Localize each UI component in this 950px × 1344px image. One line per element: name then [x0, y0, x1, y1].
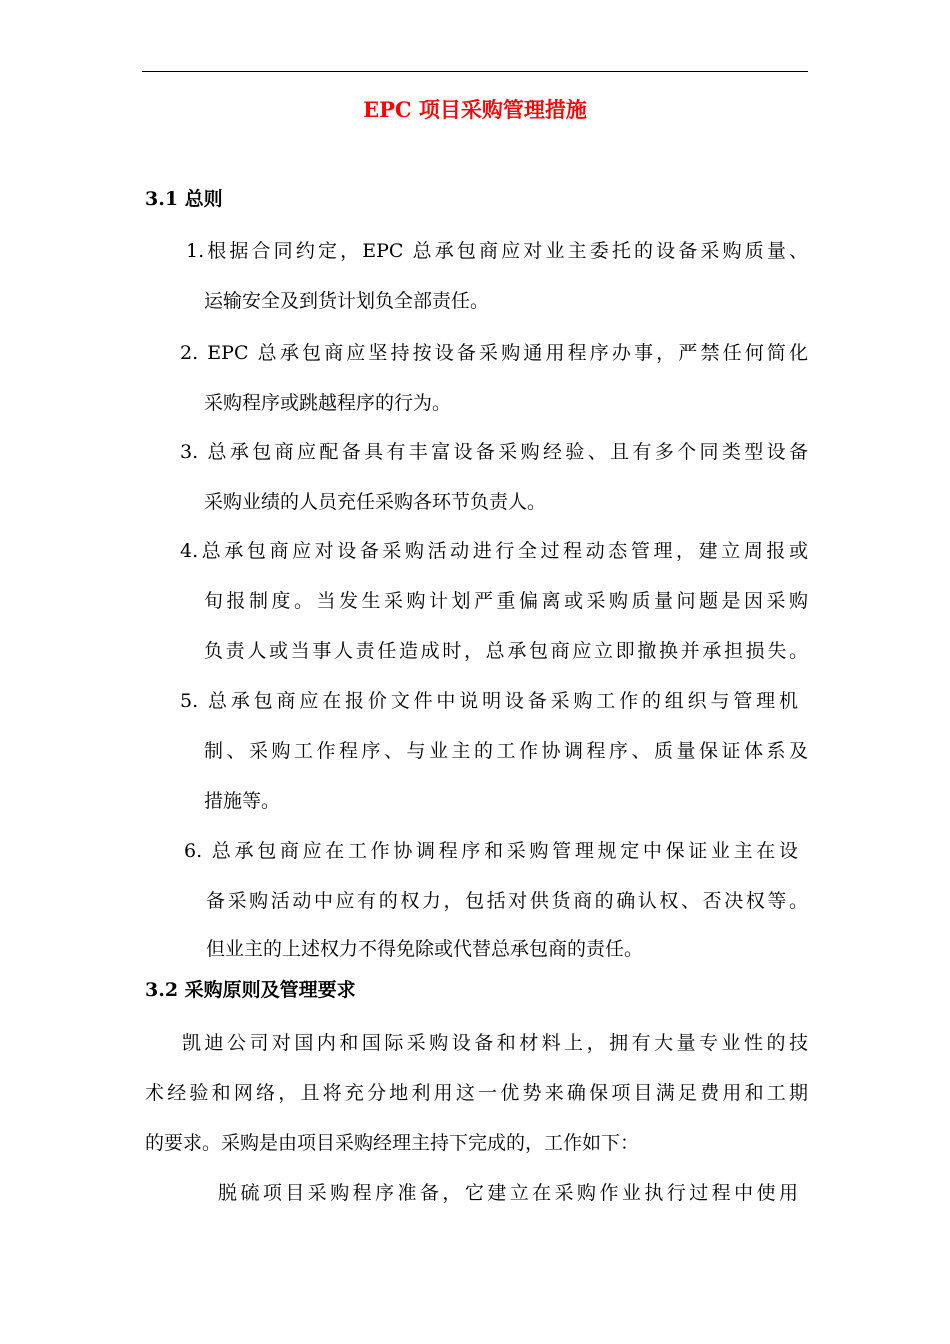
list-item-3-line-1: 3. 总承包商应配备具有丰富设备采购经验、且有多个同类型设备 [180, 441, 808, 463]
list-item-5-line-3: 措施等。 [204, 790, 281, 812]
paragraph-1-line-2: 术经验和网络，且将充分地利用这一优势来确保项目满足费用和工期 [145, 1082, 808, 1104]
list-item-5-line-1: 5. 总承包商应在报价文件中说明设备采购工作的组织与管理机 [180, 690, 798, 712]
header-rule [142, 71, 808, 72]
list-item-2-line-2: 采购程序或跳越程序的行为。 [204, 392, 452, 414]
list-item-6-line-1: 6. 总承包商应在工作协调程序和采购管理规定中保证业主在设 [184, 840, 798, 862]
list-item-2-line-1: 2. EPC 总承包商应坚持按设备采购通用程序办事，严禁任何简化 [180, 342, 808, 364]
list-item-5-line-2: 制、采购工作程序、与业主的工作协调程序、质量保证体系及 [204, 740, 808, 762]
list-item-4-line-2: 旬报制度。当发生采购计划严重偏离或采购质量问题是因采购 [204, 590, 808, 612]
section-heading-procurement: 3.2 采购原则及管理要求 [145, 979, 356, 1001]
paragraph-1-line-3: 的要求。采购是由项目采购经理主持下完成的，工作如下： [145, 1132, 640, 1154]
list-item-1-line-2: 运输安全及到货计划负全部责任。 [204, 290, 490, 312]
list-item-4-line-3: 负责人或当事人责任造成时，总承包商应立即撤换并承担损失。 [204, 640, 808, 662]
list-item-1-line-1: 1.根据合同约定，EPC 总承包商应对业主委托的设备采购质量、 [186, 240, 808, 262]
list-item-3-line-2: 采购业绩的人员充任采购各环节负责人。 [204, 491, 547, 513]
document-title: EPC 项目采购管理措施 [363, 97, 587, 122]
section-heading-general: 3.1 总则 [145, 188, 223, 210]
list-item-6-line-2: 备采购活动中应有的权力，包括对供货商的确认权、否决权等。 [206, 890, 808, 912]
paragraph-1-line-1: 凯迪公司对国内和国际采购设备和材料上，拥有大量专业性的技 [182, 1032, 808, 1054]
paragraph-2-line-1: 脱硫项目采购程序准备，它建立在采购作业执行过程中使用 [218, 1182, 798, 1204]
list-item-4-line-1: 4.总承包商应对设备采购活动进行全过程动态管理，建立周报或 [180, 540, 808, 562]
list-item-6-line-3: 但业主的上述权力不得免除或代替总承包商的责任。 [206, 938, 644, 960]
